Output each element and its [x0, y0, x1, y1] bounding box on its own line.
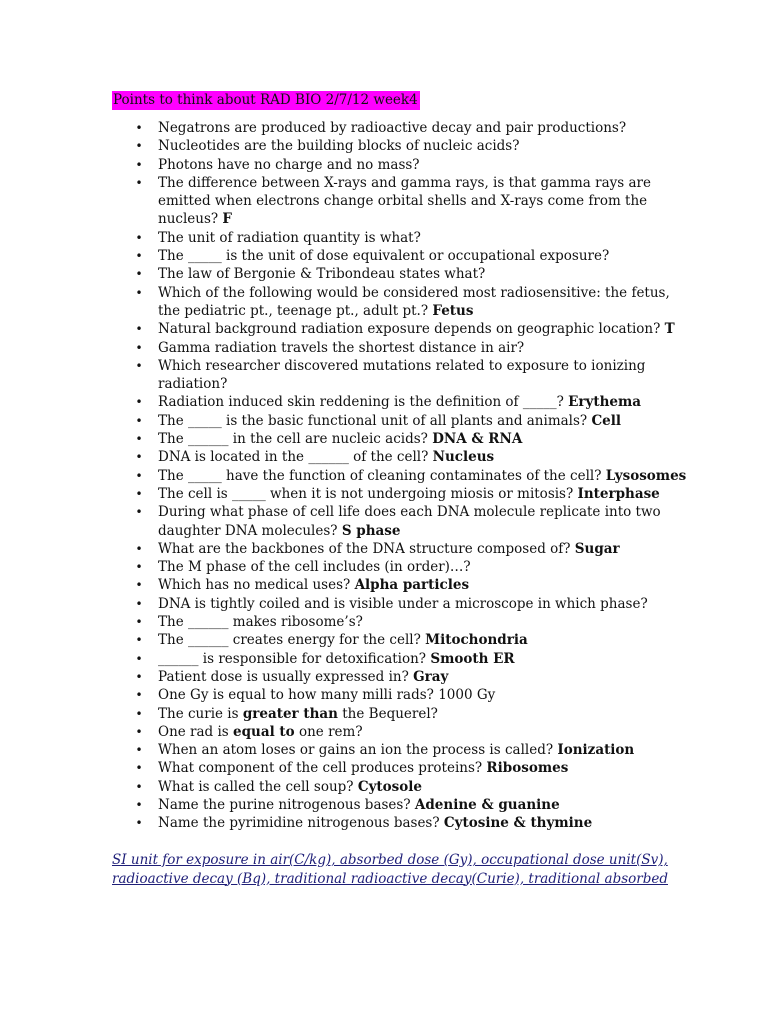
- answer-text: F: [222, 211, 233, 228]
- question-text: The ______ makes ribosome’s?: [158, 614, 363, 631]
- question-item: [0, 650, 768, 668]
- question-text: Gamma radiation travels the shortest distance in air?: [158, 339, 525, 356]
- question-item: [0, 631, 768, 649]
- question-text: The _____ is the unit of dose equivalent or occupational exposure?: [158, 248, 610, 265]
- question-item: [0, 741, 768, 759]
- question-item: [0, 284, 768, 321]
- question-item: [0, 119, 768, 137]
- bullet-icon: •: [135, 541, 143, 556]
- question-line: [158, 522, 650, 540]
- question-line: [158, 393, 650, 411]
- answer-text: Cytosine & thymine: [443, 815, 593, 832]
- question-text: The _____ is the basic functional unit of all plants and animals?: [158, 412, 592, 429]
- question-text: What component of the cell produces proteins?: [158, 760, 487, 777]
- question-text: The _____ have the function of cleaning contaminates of the cell?: [158, 467, 606, 484]
- question-text: Radiation induced skin reddening is the definition of _____?: [158, 394, 569, 411]
- answer-text: Smooth ER: [430, 650, 515, 667]
- question-text: Which researcher discovered mutations related to exposure to ionizing: [158, 357, 646, 374]
- question-line: [158, 192, 650, 210]
- question-item: [0, 156, 768, 174]
- question-line: [158, 778, 650, 796]
- question-line: [158, 814, 650, 832]
- bullet-icon: •: [135, 779, 143, 794]
- answer-text: Nucleus: [432, 449, 495, 466]
- question-text: ______ is responsible for detoxification?: [158, 650, 431, 667]
- question-line: [158, 247, 650, 265]
- question-item: [0, 320, 768, 338]
- bullet-icon: •: [135, 450, 143, 465]
- question-text: Which has no medical uses?: [158, 577, 355, 594]
- question-line: [158, 558, 650, 576]
- question-text: Which of the following would be considered most radiosensitive: the fetus,: [158, 284, 670, 301]
- answer-text: Ionization: [557, 742, 635, 759]
- question-line: [158, 357, 650, 375]
- bullet-icon: •: [135, 157, 143, 172]
- question-line: [158, 448, 650, 466]
- question-text: emitted when electrons change orbital shells and X-rays come from the: [158, 193, 648, 210]
- question-item: [0, 247, 768, 265]
- bullet-icon: •: [135, 578, 143, 593]
- question-line: [158, 430, 650, 448]
- question-line: [158, 210, 650, 228]
- bullet-icon: •: [135, 395, 143, 410]
- question-text: What are the backbones of the DNA structure composed of?: [158, 540, 575, 557]
- question-item: [0, 796, 768, 814]
- bullet-icon: •: [135, 322, 143, 337]
- answer-text: Alpha particles: [354, 577, 470, 594]
- question-text: The M phase of the cell includes (in order)…?: [158, 559, 471, 576]
- bullet-icon: •: [135, 486, 143, 501]
- question-text: Name the pyrimidine nitrogenous bases?: [158, 815, 444, 832]
- question-line: [158, 540, 650, 558]
- bullet-icon: •: [135, 669, 143, 684]
- question-item: [0, 430, 768, 448]
- question-line: [158, 595, 650, 613]
- question-item: [0, 668, 768, 686]
- page-heading: Points to think about RAD BIO 2/7/12 week4: [113, 92, 418, 108]
- question-text: One rad is: [158, 723, 234, 740]
- question-item: [0, 485, 768, 503]
- answer-text: Sugar: [574, 540, 620, 557]
- question-item: [0, 613, 768, 631]
- bullet-icon: •: [135, 615, 143, 630]
- question-line: [158, 759, 650, 777]
- question-item: [0, 595, 768, 613]
- footer-line: radioactive decay (Bq), traditional radioactive decay(Curie), traditional absorbed: [112, 870, 668, 887]
- answer-text: Mitochondria: [425, 632, 528, 649]
- question-item: [0, 558, 768, 576]
- bullet-icon: •: [135, 633, 143, 648]
- question-text: Name the purine nitrogenous bases?: [158, 796, 415, 813]
- answer-text: Ribosomes: [486, 760, 569, 777]
- question-item: [0, 393, 768, 411]
- question-line: [158, 503, 661, 521]
- bullet-icon: •: [135, 340, 143, 355]
- question-line: [158, 119, 650, 137]
- bullet-icon: •: [135, 139, 143, 154]
- question-item: [0, 229, 768, 247]
- question-line: [158, 467, 687, 485]
- bullet-icon: •: [135, 816, 143, 831]
- question-item: [0, 339, 768, 357]
- question-text: During what phase of cell life does each DNA molecule replicate into two: [158, 504, 661, 521]
- question-text: The curie is: [158, 705, 243, 722]
- question-item: [0, 576, 768, 594]
- question-item: [0, 448, 768, 466]
- question-text-after: one rem?: [294, 723, 363, 740]
- bullet-icon: •: [135, 743, 143, 758]
- question-line: [158, 412, 650, 430]
- question-line: [158, 705, 650, 723]
- question-text: DNA is located in the ______ of the cell?: [158, 449, 433, 466]
- bullet-icon: •: [135, 121, 143, 135]
- bullet-icon: •: [135, 560, 143, 575]
- question-text: DNA is tightly coiled and is visible under a microscope in which phase?: [158, 595, 648, 612]
- question-item: [0, 778, 768, 796]
- answer-text: Lysosomes: [605, 467, 687, 484]
- question-line: [158, 686, 650, 704]
- question-line: [158, 631, 650, 649]
- question-item: [0, 265, 768, 283]
- bullet-icon: •: [135, 285, 143, 300]
- answer-text: equal to: [233, 723, 295, 740]
- bullet-icon: •: [135, 175, 143, 190]
- bullet-icon: •: [135, 468, 143, 483]
- question-text: The ______ in the cell are nucleic acids?: [158, 431, 433, 448]
- question-text: daughter DNA molecules?: [158, 522, 342, 539]
- footer-line: SI unit for exposure in air(C/kg), absorbed dose (Gy), occupational dose unit(Sv),: [112, 852, 668, 868]
- answer-text: Interphase: [577, 485, 660, 502]
- answer-text: Gray: [413, 668, 449, 685]
- question-text: When an atom loses or gains an ion the process is called?: [158, 742, 558, 759]
- bullet-icon: •: [135, 761, 143, 776]
- bullet-icon: •: [135, 651, 143, 666]
- question-line: [158, 576, 650, 594]
- bullet-icon: •: [135, 797, 143, 812]
- question-item: [0, 357, 768, 394]
- answer-text: greater than: [242, 705, 338, 722]
- question-text: radiation?: [158, 376, 228, 393]
- answer-text: T: [664, 321, 675, 338]
- answer-text: S phase: [341, 522, 401, 539]
- question-item: [0, 705, 768, 723]
- answer-text: Cell: [591, 412, 622, 429]
- answer-text: Cytosole: [357, 778, 422, 795]
- question-text: The unit of radiation quantity is what?: [158, 229, 421, 246]
- question-line: [158, 265, 650, 283]
- question-text: the pediatric pt., teenage pt., adult pt.?: [158, 302, 433, 319]
- answer-text: DNA & RNA: [432, 431, 523, 448]
- bullet-icon: •: [135, 706, 143, 721]
- question-text: Photons have no charge and no mass?: [158, 156, 420, 173]
- question-line: [158, 174, 650, 192]
- question-text: Negatrons are produced by radioactive decay and pair productions?: [158, 120, 627, 136]
- answer-text: Adenine & guanine: [414, 796, 560, 813]
- question-text: The law of Bergonie & Tribondeau states what?: [158, 266, 486, 283]
- question-line: [158, 650, 650, 668]
- bullet-icon: •: [135, 230, 143, 245]
- question-item: [0, 412, 768, 430]
- question-item: [0, 540, 768, 558]
- bullet-icon: •: [135, 358, 143, 373]
- question-line: [158, 156, 650, 174]
- question-item: [0, 723, 768, 741]
- question-line: [158, 229, 650, 247]
- bullet-icon: •: [135, 724, 143, 739]
- question-line: [158, 668, 650, 686]
- question-text: nucleus?: [158, 211, 223, 228]
- footer-note: [112, 851, 672, 888]
- question-item: [0, 467, 768, 485]
- question-line: [158, 284, 670, 302]
- question-line: [158, 320, 675, 338]
- question-text: The cell is _____ when it is not undergoing miosis or mitosis?: [158, 485, 578, 502]
- bullet-icon: •: [135, 505, 143, 520]
- question-item: [0, 503, 768, 540]
- bullet-icon: •: [135, 688, 143, 703]
- bullet-icon: •: [135, 413, 143, 428]
- question-text: One Gy is equal to how many milli rads? 1000 Gy: [158, 687, 496, 704]
- question-text: The ______ creates energy for the cell?: [158, 632, 426, 649]
- question-item: [0, 686, 768, 704]
- question-line: [158, 339, 650, 357]
- question-item: [0, 759, 768, 777]
- question-line: [158, 137, 650, 155]
- question-text: Natural background radiation exposure depends on geographic location?: [158, 321, 665, 338]
- question-line: [158, 375, 650, 393]
- question-list: [0, 119, 768, 833]
- answer-text: Fetus: [432, 302, 474, 319]
- question-line: [158, 741, 650, 759]
- bullet-icon: •: [135, 267, 143, 282]
- question-text: Patient dose is usually expressed in?: [158, 668, 414, 685]
- question-item: [0, 814, 768, 832]
- question-text: Nucleotides are the building blocks of nucleic acids?: [158, 138, 520, 155]
- question-text-after: the Bequerel?: [337, 705, 438, 722]
- question-line: [158, 613, 650, 631]
- question-line: [158, 485, 660, 503]
- bullet-icon: •: [135, 432, 143, 447]
- question-line: [158, 302, 650, 320]
- answer-text: Erythema: [568, 394, 642, 411]
- question-item: [0, 137, 768, 155]
- bullet-icon: •: [135, 249, 143, 264]
- question-item: [0, 174, 768, 229]
- question-line: [158, 723, 650, 741]
- question-text: What is called the cell soup?: [158, 778, 358, 795]
- question-line: [158, 796, 650, 814]
- question-text: The difference between X-rays and gamma rays, is that gamma rays are: [158, 174, 651, 191]
- bullet-icon: •: [135, 596, 143, 611]
